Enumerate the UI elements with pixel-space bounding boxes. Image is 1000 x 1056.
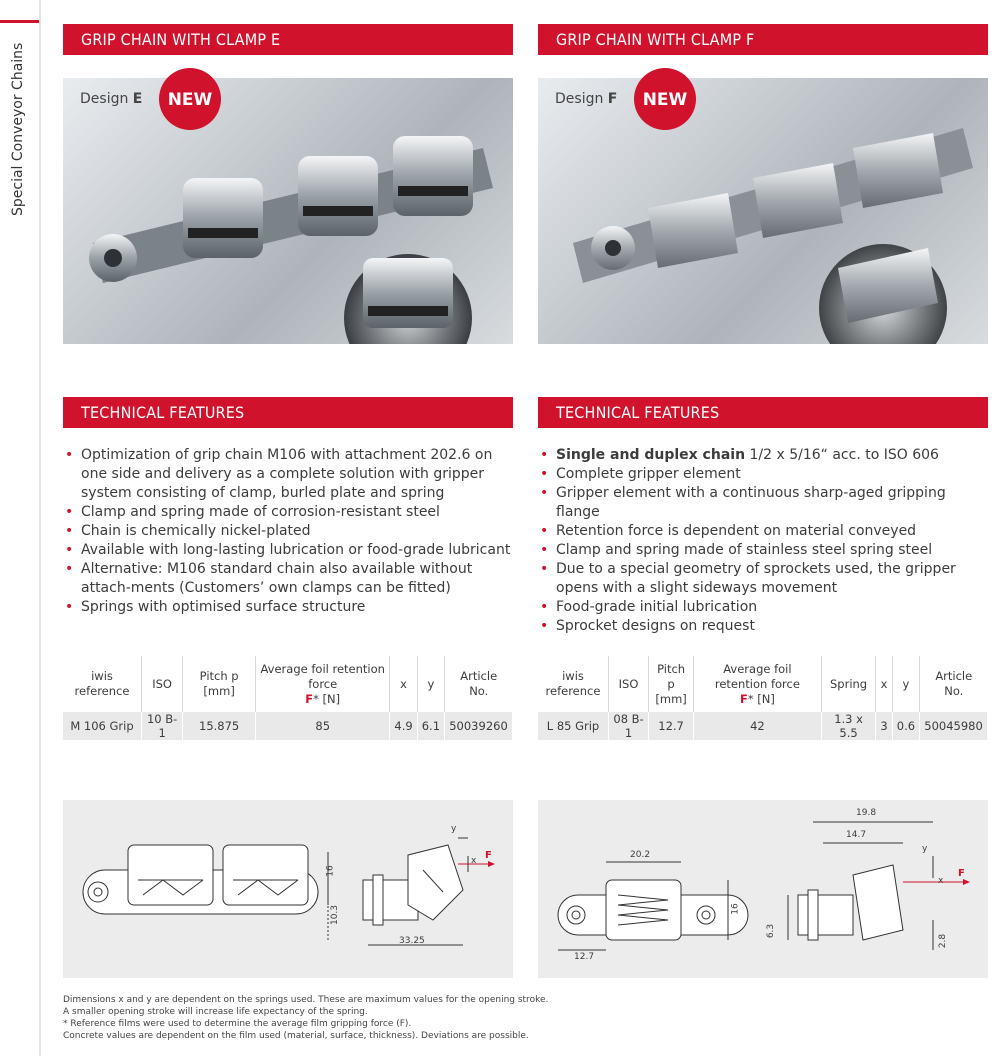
dim-label: 20.2 [630, 850, 651, 860]
force-label: F [485, 850, 492, 861]
table-header: iwis reference [538, 656, 609, 712]
side-tab-divider [39, 0, 41, 1056]
dim-label: 16 [325, 865, 336, 877]
clamp-f-chain-illustration [538, 78, 988, 344]
clamp-f-new-badge: NEW [634, 68, 696, 130]
feature-item: • Sprocket designs on request [556, 617, 988, 636]
feature-item: • Alternative: M106 standard chain also available without attach-ments (Customers’ own clamps can be fitted) [81, 560, 513, 598]
clamp-f-column [538, 0, 988, 1056]
table-cell: 3 [876, 712, 892, 740]
side-tab [0, 0, 40, 1056]
footnotes [63, 994, 548, 1042]
table-cell: 10 B-1 [142, 712, 183, 740]
table-cell: 15.875 [183, 712, 256, 740]
table-header: y [417, 656, 444, 712]
feature-item: • Food-grade initial lubrication [556, 598, 988, 617]
feature-item: • Springs with optimised surface structure [81, 598, 513, 617]
dim-label: y [451, 824, 457, 834]
chain-end-view [798, 865, 903, 940]
clamp-e-chain-illustration [63, 78, 513, 344]
table-header [256, 656, 390, 712]
clamp-e-features-title: TECHNICAL FEATURES [63, 397, 513, 428]
table-cell: 1.3 x 5.5 [821, 712, 876, 740]
feature-item: • Clamp and spring made of stainless steel spring steel [556, 541, 988, 560]
table-cell: 50039260 [445, 712, 513, 740]
table-header: x [876, 656, 892, 712]
force-symbol: F [739, 691, 748, 706]
clamp-e-design-label [80, 91, 142, 107]
chain-end-view [363, 845, 463, 925]
table-header: Article No. [935, 669, 973, 698]
clamp-e-design-letter: E [132, 91, 143, 107]
dim-label: 10.3 [330, 904, 341, 926]
table-header: Article No. [460, 669, 498, 698]
table-header: Pitch p [mm] [649, 656, 694, 712]
side-tab-accent [0, 20, 41, 23]
dim-label: 14.7 [846, 830, 867, 840]
table-cell: 50045980 [920, 712, 988, 740]
force-symbol: F [305, 691, 314, 706]
clamp-f-design-prefix: Design [555, 91, 604, 107]
footnote-line: A smaller opening stroke will increase life expectancy of the spring. [63, 1007, 368, 1017]
table-cell: 0.6 [892, 712, 919, 740]
clamp-e-dimension-drawing [63, 800, 513, 978]
force-unit: * [N] [313, 691, 341, 706]
force-header-text: Average foil retention force [260, 661, 385, 691]
table-cell: 6.1 [417, 712, 444, 740]
table-header [694, 656, 822, 712]
feature-text: 1/2 x 5/16“ acc. to ISO 606 [745, 447, 939, 463]
clamp-f-design-letter: F [607, 91, 618, 107]
clamp-e-photo [63, 78, 513, 344]
feature-bold-text: Single and duplex chain [556, 447, 746, 463]
dim-label: x [938, 876, 944, 886]
table-row [63, 712, 513, 740]
table-cell: 12.7 [649, 712, 694, 740]
clamp-f-title: GRIP CHAIN WITH CLAMP F [538, 24, 988, 55]
table-header: Spring [821, 656, 876, 712]
dim-label: 33.25 [399, 936, 425, 946]
table-header: Pitch p [mm] [183, 656, 256, 712]
dim-label: x [471, 856, 477, 866]
feature-item: • Due to a special geometry of sprockets used, the gripper opens with a slight sideways movement [556, 560, 988, 598]
table-header: ISO [142, 656, 183, 712]
table-cell: 85 [256, 712, 390, 740]
chain-side-view [558, 880, 748, 940]
chain-side-view [83, 845, 318, 914]
clamp-f-photo [538, 78, 988, 344]
dim-label: 19.8 [856, 808, 877, 818]
table-cell: 42 [694, 712, 822, 740]
side-tab-label: Special Conveyor Chains [10, 42, 26, 216]
feature-item: • Complete gripper element [556, 465, 988, 484]
dim-label: y [922, 844, 928, 854]
clamp-f-features [538, 446, 988, 636]
feature-item: • Chain is chemically nickel-plated [81, 522, 513, 541]
clamp-e-title: GRIP CHAIN WITH CLAMP E [63, 24, 513, 55]
force-header-text: Average foil retention force [714, 661, 800, 691]
force-unit: * [N] [747, 691, 775, 706]
table-cell: 4.9 [390, 712, 417, 740]
table-cell: L 85 Grip [538, 712, 609, 740]
clamp-f-features-title: TECHNICAL FEATURES [538, 397, 988, 428]
table-header: ISO [609, 656, 649, 712]
footnote-line: Concrete values are dependent on the film used (material, surface, thickness). Deviations are possible. [63, 1031, 529, 1041]
clamp-f-dimension-drawing [538, 800, 988, 978]
footnote-line: * Reference films were used to determine the average film gripping force (F). [63, 1019, 412, 1029]
dim-label: 2.8 [938, 933, 949, 949]
clamp-e-features [63, 446, 513, 617]
clamp-e-new-badge: NEW [159, 68, 221, 130]
table-header: x [390, 656, 417, 712]
footnote-line: Dimensions x and y are dependent on the springs used. These are maximum values for the opening stroke. [63, 995, 549, 1005]
feature-item: • Optimization of grip chain M106 with attachment 202.6 on one side and delivery as a complete solution with gripper system consisting of clamp, burled plate and spring [81, 446, 513, 503]
table-header: y [892, 656, 919, 712]
feature-item: • Clamp and spring made of corrosion-resistant steel [81, 503, 513, 522]
clamp-e-spec-table [63, 656, 513, 740]
clamp-f-design-label [555, 91, 617, 107]
feature-item [556, 446, 988, 465]
table-cell: 08 B-1 [609, 712, 649, 740]
feature-item: • Retention force is dependent on material conveyed [556, 522, 988, 541]
force-label: F [958, 868, 965, 879]
table-row [538, 712, 988, 740]
clamp-e-column [63, 0, 513, 1056]
feature-item: • Available with long-lasting lubrication or food-grade lubricant [81, 541, 513, 560]
table-header: iwis reference [63, 656, 142, 712]
table-cell: M 106 Grip [63, 712, 142, 740]
dim-label: 12.7 [574, 952, 595, 962]
clamp-e-design-prefix: Design [80, 91, 129, 107]
dim-label: 6.3 [766, 923, 777, 939]
clamp-f-spec-table [538, 656, 988, 740]
feature-item: • Gripper element with a continuous sharp-aged gripping flange [556, 484, 988, 522]
dim-label: 16 [730, 903, 741, 915]
